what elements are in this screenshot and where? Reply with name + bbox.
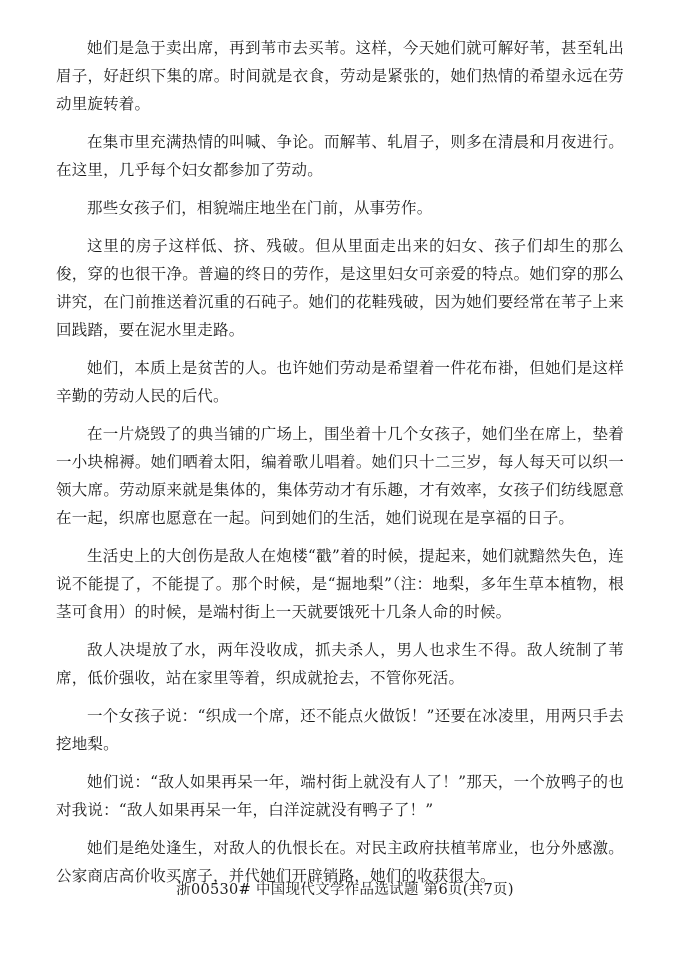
paragraph: 敌人决堤放了水，两年没收成，抓夫杀人，男人也求生不得。敌人统制了苇席，低价强收，站在家里等着，织成就抢去，不管你死活。 bbox=[56, 641, 624, 687]
paragraph: 她们，本质上是贫苦的人。也许她们劳动是希望着一件花布褂，但她们是这样辛勤的劳动人民的后代。 bbox=[56, 359, 624, 405]
document-body bbox=[56, 34, 624, 900]
paragraph: 她们说：“敌人如果再呆一年，端村街上就没有人了！”那天，一个放鸭子的也对我说：“敌人如果再呆一年，白洋淀就没有鸭子了！” bbox=[56, 773, 624, 819]
paragraph: 那些女孩子们，相貌端庄地坐在门前，从事劳作。 bbox=[87, 199, 433, 217]
paragraph: 她们是急于卖出席，再到苇市去买苇。这样，今天她们就可解好苇，甚至轧出眉子，好赶织下集的席。时间就是衣食，劳动是紧张的，她们热情的希望永远在劳动里旋转着。 bbox=[56, 39, 624, 113]
paragraph: 这里的房子这样低、挤、残破。但从里面走出来的妇女、孩子们却生的那么俊，穿的也很干净。普遍的终日的劳作，是这里妇女可亲爱的特点。她们穿的那么讲究，在门前推送着沉重的石砘子。她们的花鞋残破，因为她们要经常在苇子上来回践踏，要在泥水里走路。 bbox=[56, 237, 624, 339]
paragraph: 在一片烧毁了的典当铺的广场上，围坐着十几个女孩子，她们坐在席上，垫着一小块棉褥。她们晒着太阳，编着歌儿唱着。她们只十二三岁，每人每天可以织一领大席。劳动原来就是集体的，集体劳动才有乐趣，才有效率，女孩子们纺线愿意在一起，织席也愿意在一起。问到她们的生活，她们说现在是享福的日子。 bbox=[56, 425, 624, 527]
paragraph: 生活史上的大创伤是敌人在炮楼“戳”着的时候，提起来，她们就黯然失色，连说不能提了，不能提了。那个时候，是“掘地梨”（注：地梨，多年生草本植物，根茎可食用）的时候，是端村街上一天就要饿死十几条人命的时候。 bbox=[56, 547, 624, 621]
paragraph: 她们是绝处逢生，对敌人的仇恨长在。对民主政府扶植苇席业，也分外感激。公家商店高价收买席子，并代她们开辟销路，她们的收获很大。 bbox=[56, 839, 624, 885]
page-footer: 浙00530# 中国现代文学作品选试题 第6页(共7页) bbox=[176, 882, 514, 898]
paragraph: 一个女孩子说：“织成一个席，还不能点火做饭！”还要在冰凌里，用两只手去挖地梨。 bbox=[56, 707, 624, 753]
paragraph: 在集市里充满热情的叫喊、争论。而解苇、轧眉子，则多在清晨和月夜进行。在这里，几乎每个妇女都参加了劳动。 bbox=[56, 133, 624, 179]
